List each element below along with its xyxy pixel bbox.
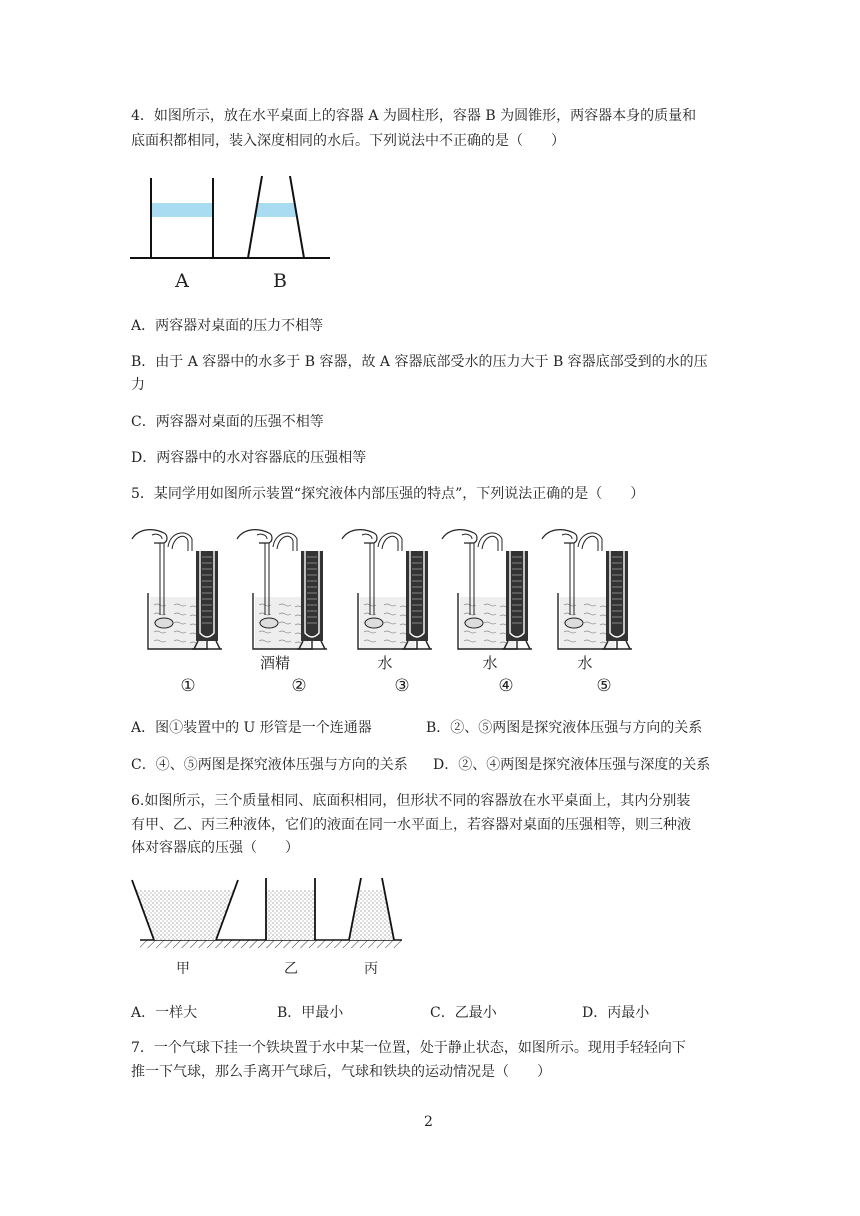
- q5-probe-head: [365, 618, 383, 628]
- q4-option-b-line1: B．由于 A 容器中的水多于 B 容器，故 A 容器底部受水的压力大于 B 容器底部受到的水的压: [131, 354, 708, 370]
- q5-figure-number-2: ②: [291, 676, 307, 696]
- q6-figure: [132, 870, 407, 955]
- q5-manometer-board: [606, 551, 628, 641]
- q6-label-jia: 甲: [176, 961, 190, 977]
- q5-option-c: C．④、⑤两图是探究液体压强与方向的关系: [131, 757, 408, 773]
- q4-option-c: C．两容器对桌面的压强不相等: [131, 414, 324, 430]
- q5-manometer-board: [406, 551, 428, 641]
- q5-hand-icon: [237, 530, 272, 543]
- q5-apparatus-3: [340, 525, 445, 655]
- q5-probe-head: [260, 618, 278, 628]
- q5-hand-icon: [442, 530, 477, 543]
- q5-hand-icon: [132, 530, 167, 543]
- q5-apparatus-4: [440, 525, 545, 655]
- q5-hose: [578, 533, 602, 551]
- q6-table-hatch: [140, 940, 402, 948]
- q5-manometer-board: [506, 551, 528, 641]
- q5-option-b: B．②、⑤两图是探究液体压强与方向的关系: [426, 720, 703, 736]
- q4-stem-line1: 4．如图所示，放在水平桌面上的容器 A 为圆柱形，容器 B 为圆锥形，两容器本身的质量和: [131, 108, 697, 124]
- q4-water-a: [152, 203, 212, 217]
- q7-stem-line2: 推一下气球，那么手离开气球后，气球和铁块的运动情况是（ ）: [131, 1064, 551, 1080]
- q4-label-a: A: [175, 270, 189, 292]
- q5-manometer-board: [301, 551, 323, 641]
- q5-hose: [478, 533, 502, 551]
- q5-liquid-label-5: 水: [577, 654, 593, 672]
- q5-figure-number-5: ⑤: [596, 676, 612, 696]
- q4-label-b: B: [273, 270, 287, 292]
- q6-stem-line1: 6.如图所示，三个质量相同、底面积相同，但形状不同的容器放在水平桌面上，其内分别装: [131, 793, 691, 809]
- q6-option-a: A．一样大: [131, 1005, 198, 1021]
- q6-label-yi: 乙: [284, 961, 298, 977]
- q5-hand-icon: [542, 530, 577, 543]
- q5-stem: 5．某同学用如图所示装置“探究液体内部压强的特点”，下列说法正确的是（ ）: [131, 486, 645, 502]
- q5-hose: [168, 533, 192, 551]
- q5-liquid-label-4: 水: [482, 654, 498, 672]
- q5-probe-head: [565, 618, 583, 628]
- q6-option-c: C．乙最小: [430, 1005, 497, 1021]
- q4-option-d: D．两容器中的水对容器底的压强相等: [131, 450, 367, 466]
- q5-option-a: A．图①装置中的 U 形管是一个连通器: [131, 720, 372, 736]
- q6-stem-line2: 有甲、乙、丙三种液体，它们的液面在同一水平面上，若容器对桌面的压强相等，则三种液: [131, 817, 691, 833]
- q4-option-b-line2: 力: [131, 377, 145, 393]
- q5-hose: [273, 533, 297, 551]
- q4-stem-line2: 底面积都相同，装入深度相同的水后。下列说法中不正确的是（ ）: [131, 133, 565, 149]
- q5-probe-head: [155, 618, 173, 628]
- q6-option-b: B．甲最小: [277, 1005, 344, 1021]
- q5-figure-number-1: ①: [180, 676, 196, 696]
- q7-stem-line1: 7．一个气球下挂一个铁块置于水中某一位置，处于静止状态，如图所示。现用手轻轻向下: [131, 1040, 686, 1056]
- q5-apparatus-5: [540, 525, 645, 655]
- q5-apparatus-1: [130, 525, 235, 655]
- q5-hand-icon: [342, 530, 377, 543]
- q4-water-b: [255, 203, 296, 217]
- q5-probe-head: [465, 618, 483, 628]
- q6-liquid-yi: [267, 890, 314, 940]
- q4-option-a: A．两容器对桌面的压力不相等: [131, 318, 324, 334]
- page-number: 2: [424, 1114, 433, 1130]
- q5-figure-number-3: ③: [394, 676, 410, 696]
- q6-liquid-bing: [349, 890, 394, 940]
- q5-liquid-label-3: 水: [377, 654, 393, 672]
- q6-stem-line3: 体对容器底的压强（ ）: [131, 840, 299, 856]
- q5-apparatus-2: [235, 525, 340, 655]
- q6-label-bing: 丙: [364, 961, 378, 977]
- q5-hose: [378, 533, 402, 551]
- q5-liquid-label-2: 酒精: [259, 654, 290, 672]
- q6-option-d: D．丙最小: [582, 1005, 650, 1021]
- q4-figure: [128, 170, 333, 270]
- q5-figure-number-4: ④: [498, 676, 514, 696]
- q5-option-d: D．②、④两图是探究液体压强与深度的关系: [433, 757, 711, 773]
